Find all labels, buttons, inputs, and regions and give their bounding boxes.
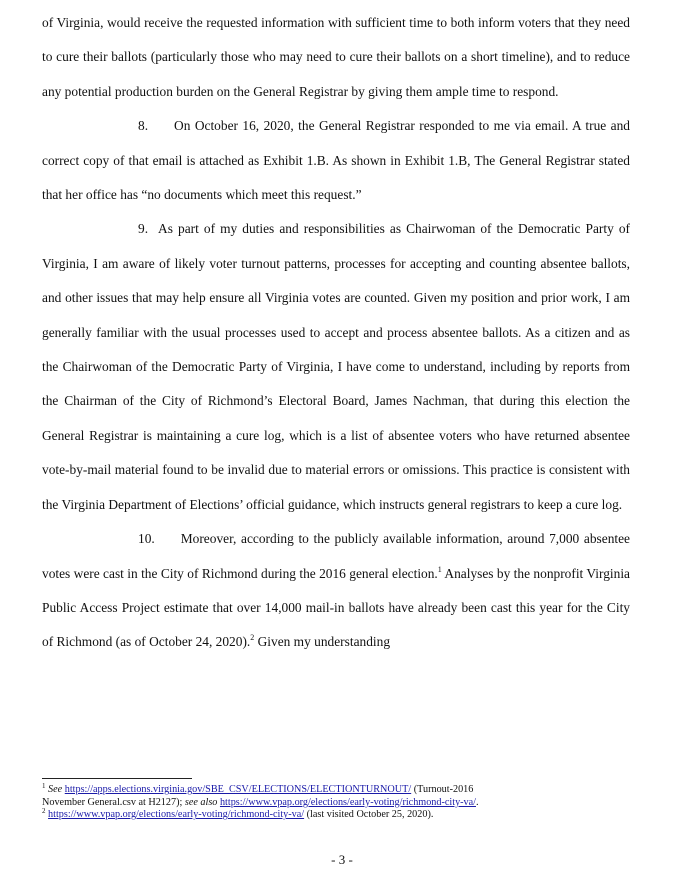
footnote-marker: 2 [42,807,46,816]
footnote-reference[interactable]: 2 [250,633,255,643]
paragraph-text: On October 16, 2020, the General Registrar responded to me via email. A true and correct copy of that email is attached as Exhibit 1.B. As shown in Exhibit 1.B, The General Registrar stated that her office has “no documents which meet this request.” [42,118,630,203]
footnote-link[interactable]: https://www.vpap.org/elections/early-voting/richmond-city-va/ [219,796,476,808]
footnote-text: (Turnout-2016 [411,784,474,795]
page-number: - 3 - [331,852,353,867]
paragraph-10 [42,522,630,660]
footnote-link[interactable]: https://apps.elections.virginia.gov/SBE_CSV/ELECTIONS/ELECTIONTURNOUT/ [64,784,412,795]
continuation-paragraph: of Virginia, would receive the requested information with sufficient time to both inform voters that they need to cure their ballots (particularly those who may need to cure their ballots on a short timeline), and to reduce any potential production burden on the General Registrar by giving them ample time to respond. [42,15,630,99]
footnote-divider [42,778,192,779]
footnote-1 [42,784,642,797]
paragraph-number: 8. [138,118,149,134]
document-body [42,6,630,660]
footnote-signal: see also [184,796,218,808]
paragraph-8 [42,109,630,212]
paragraph-text: As part of my duties and responsibilities as Chairwoman of the Democratic Party of Virginia, I am aware of likely voter turnout patterns, processes for accepting and counting absentee ballots, and other issues that may help ensure all Virginia votes are counted. Given my position and prior work, I am generally familiar with the usual processes used to accept and process absentee ballots. As a citizen and as the Chairwoman of the Democratic Party of Virginia, I have come to understand, including by reports from the Chairman of the City of Richmond’s Electoral Board, James Nachman, that during this election the General Registrar is maintaining a cure log, which is a list of absentee voters who have returned absentee vote-by-mail material found to be invalid due to material errors or omissions. This practice is consistent with the Virginia Department of Elections’ official guidance, which instructs general registrars to keep a cure log. [42,221,630,512]
footnote-link[interactable]: https://www.vpap.org/elections/early-voting/richmond-city-va/ [48,809,305,821]
paragraph-text: Given my understanding [254,634,391,650]
paragraph-text: Moreover, according to the publicly available information, around 7,000 absentee votes were cast in the City of Richmond during the 2016 general election. [42,531,630,581]
footnote-text: November General.csv at H2127); [42,796,185,808]
paragraph-number: 9. [138,221,149,237]
footnote-text: . [476,796,479,808]
footnote-signal: See [48,784,63,795]
footnote-1-continued [42,797,642,810]
footnote-text: (last visited October 25, 2020). [304,809,434,821]
footnotes [42,784,642,822]
footnote-2 [42,809,642,822]
footnote-marker: 1 [42,782,46,790]
footnote-reference[interactable]: 1 [437,564,442,574]
paragraph-number: 10. [138,531,155,547]
paragraph-text: Analyses by the nonprofit Virginia Public Access Project estimate that over 14,000 mail-in ballots have already been cast this year for the City of Richmond (as of October 24, 2020). [42,565,630,650]
paragraph-9 [42,212,630,522]
